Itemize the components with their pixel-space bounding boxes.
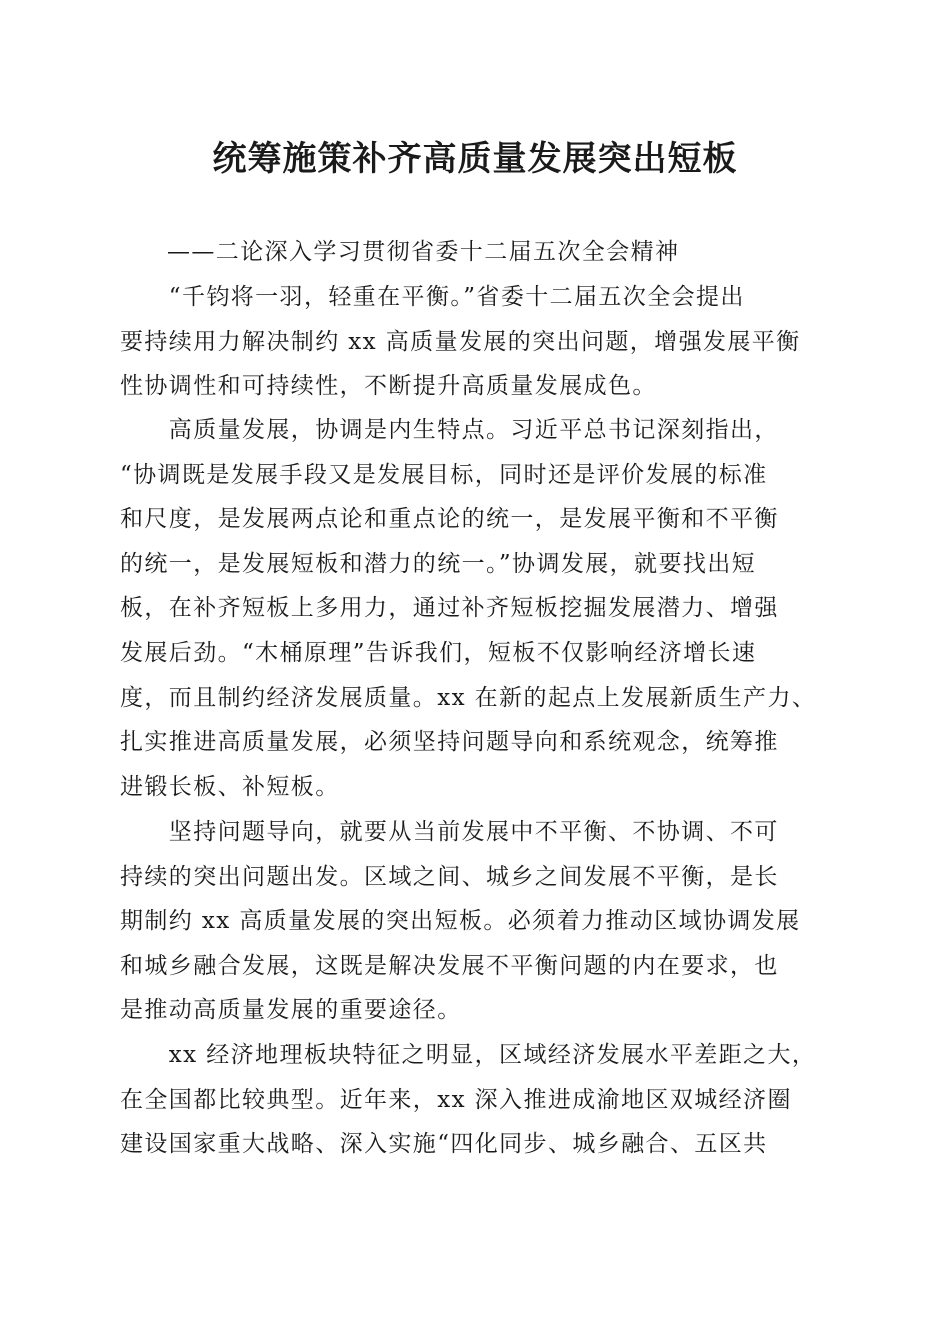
document-subtitle: ——二论深入学习贯彻省委十二届五次全会精神 xyxy=(167,239,680,265)
paragraph: 高质量发展，协调是内生特点。习近平总书记深刻指出， “协调既是发展手段又是发展目标，同时还是评价发展的标准 和尺度，是发展两点论和重点论的统一，是发展平衡和不平衡 的统一，是发展短板和潜力的统一。”协调发展，就要找出短 板，在补齐短板上多用力，通过补齐短板挖掘发展潜力、增强 发展后劲。“木桶原理”告诉我们，短板不仅影响经济增长速 度，而且制约经济发展质量。xx 在新的起点上发展新质生产力、 扎实推进高质量发展，必须坚持问题导向和系统观念，统筹推 进锻长板、补短板。 xyxy=(120,417,817,800)
paragraph: 坚持问题导向，就要从当前发展中不平衡、不协调、不可 持续的突出问题出发。区域之间、城乡之间发展不平衡，是长 期制约 xx 高质量发展的突出短板。必须着力推动区域协调发展 和城乡融合发展，这既是解决发展不平衡问题的内在要求，也 是推动高质量发展的重要途径。 xyxy=(120,819,801,1024)
paragraph: xx 经济地理板块特征之明显，区域经济发展水平差距之大， 在全国都比较典型。近年来，xx 深入推进成渝地区双城经济圈 建设国家重大战略、深入实施“四化同步、城乡融合、五区共 xyxy=(120,1042,817,1158)
paragraph: “千钧将一羽，轻重在平衡。”省委十二届五次全会提出 要持续用力解决制约 xx 高质量发展的突出问题，增强发展平衡 性协调性和可持续性，不断提升高质量发展成色。 xyxy=(120,284,801,400)
document-title: 统筹施策补齐高质量发展突出短板 xyxy=(212,139,738,179)
